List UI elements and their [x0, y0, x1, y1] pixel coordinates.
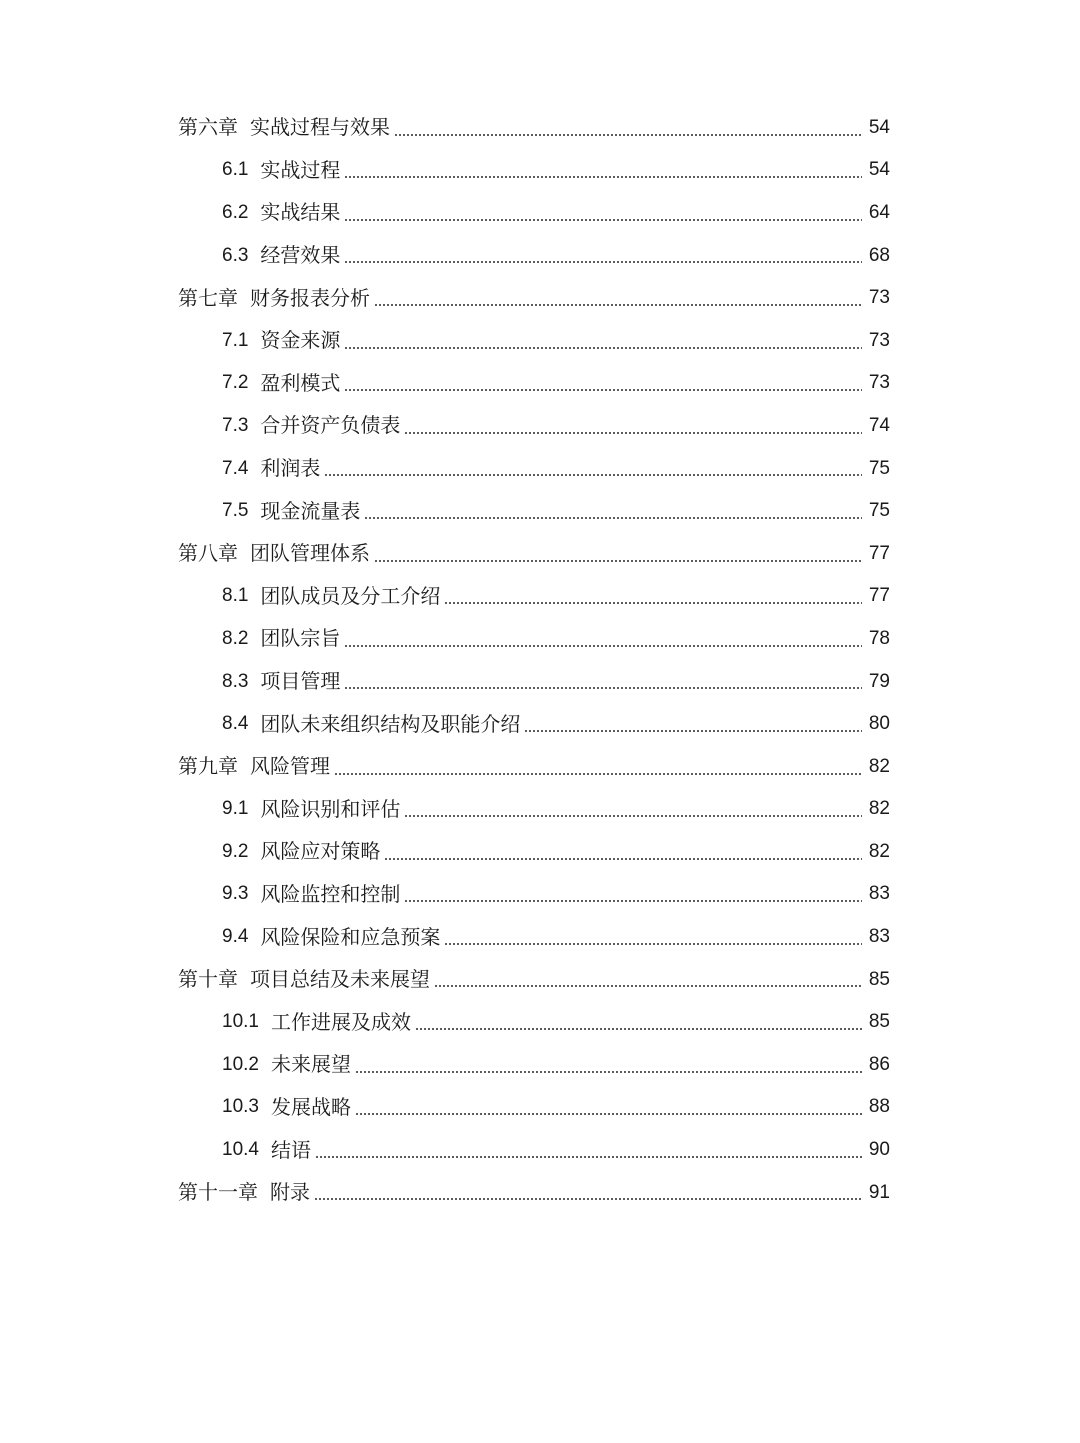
toc-entry-title: 实战过程: [260, 157, 341, 182]
toc-entry-title: 团队未来组织结构及职能介绍: [260, 711, 521, 736]
toc-dot-leader: [415, 1027, 862, 1031]
toc-dot-leader: [344, 346, 862, 350]
toc-page-number: 79: [868, 670, 890, 692]
toc-chapter-row[interactable]: [178, 958, 890, 1001]
toc-section-row[interactable]: [178, 702, 890, 745]
toc-dot-leader: [344, 218, 862, 222]
toc-entry-title: 风险监控和控制: [260, 881, 401, 906]
toc-section-row[interactable]: [178, 149, 890, 192]
toc-page-number: 64: [868, 201, 890, 223]
toc-section-row[interactable]: [178, 489, 890, 532]
toc-entry-number: 8.2: [222, 627, 249, 649]
toc-page-number: 74: [868, 414, 890, 436]
toc-section-row[interactable]: [178, 660, 890, 703]
toc-dot-leader: [434, 984, 862, 988]
toc-entry-title: 财务报表分析: [250, 285, 370, 310]
toc-page-number: 78: [868, 627, 890, 649]
toc-page-number: 83: [868, 926, 890, 948]
toc-page-number: 73: [868, 372, 890, 394]
toc-dot-leader: [364, 516, 862, 520]
toc-entry-title: 现金流量表: [260, 498, 361, 523]
toc-page-number: 82: [868, 755, 890, 777]
toc-page-number: 86: [868, 1053, 890, 1075]
toc-section-row[interactable]: [178, 617, 890, 660]
toc-entry-title: 实战结果: [260, 200, 341, 225]
toc-dot-leader: [404, 814, 862, 818]
toc-section-row[interactable]: [178, 1000, 890, 1043]
toc-entry-title: 项目管理: [260, 669, 341, 694]
toc-page-number: 75: [868, 500, 890, 522]
toc-page-number: 68: [868, 244, 890, 266]
toc-entry-number: 6.2: [222, 201, 249, 223]
toc-entry-title: 风险保险和应急预案: [260, 924, 441, 949]
toc-dot-leader: [384, 857, 862, 861]
toc-entry-title: 发展战略: [270, 1094, 351, 1119]
toc-chapter-row[interactable]: [178, 745, 890, 788]
toc-page-number: 73: [868, 287, 890, 309]
table-of-contents: [178, 106, 890, 1213]
toc-entry-title: 团队成员及分工介绍: [260, 583, 441, 608]
toc-entry-number: 10.1: [222, 1011, 259, 1033]
toc-dot-leader: [344, 388, 862, 392]
toc-entry-title: 经营效果: [260, 243, 341, 268]
toc-page-number: 85: [868, 1011, 890, 1033]
toc-entry-number: 第十章: [178, 967, 238, 992]
toc-dot-leader: [374, 303, 862, 307]
toc-section-row[interactable]: [178, 447, 890, 490]
toc-entry-number: 第十一章: [178, 1180, 258, 1205]
toc-entry-number: 9.2: [222, 840, 249, 862]
toc-entry-number: 第七章: [178, 285, 238, 310]
toc-dot-leader: [334, 772, 862, 776]
toc-dot-leader: [344, 260, 862, 264]
toc-entry-number: 10.4: [222, 1139, 259, 1161]
toc-page-number: 80: [868, 713, 890, 735]
toc-entry-number: 6.3: [222, 244, 249, 266]
toc-dot-leader: [394, 133, 862, 137]
toc-entry-title: 合并资产负债表: [260, 413, 401, 438]
toc-section-row[interactable]: [178, 1043, 890, 1086]
toc-section-row[interactable]: [178, 915, 890, 958]
toc-entry-number: 10.2: [222, 1053, 259, 1075]
toc-dot-leader: [324, 473, 862, 477]
toc-section-row[interactable]: [178, 1086, 890, 1129]
toc-entry-number: 7.1: [222, 329, 249, 351]
toc-entry-number: 9.3: [222, 883, 249, 905]
toc-entry-number: 第九章: [178, 754, 238, 779]
toc-entry-number: 8.1: [222, 585, 249, 607]
toc-entry-title: 利润表: [260, 456, 321, 481]
toc-entry-number: 第六章: [178, 115, 238, 140]
toc-entry-title: 盈利模式: [260, 370, 341, 395]
toc-dot-leader: [355, 1112, 862, 1116]
toc-chapter-row[interactable]: [178, 276, 890, 319]
toc-page-number: 85: [868, 968, 890, 990]
toc-section-row[interactable]: [178, 788, 890, 831]
toc-section-row[interactable]: [178, 873, 890, 916]
toc-section-row[interactable]: [178, 234, 890, 277]
toc-dot-leader: [444, 601, 862, 605]
toc-entry-number: 6.1: [222, 159, 249, 181]
toc-entry-title: 风险识别和评估: [260, 796, 401, 821]
toc-entry-number: 8.4: [222, 713, 249, 735]
toc-page-number: 54: [868, 116, 890, 138]
toc-dot-leader: [344, 644, 862, 648]
toc-page-number: 73: [868, 329, 890, 351]
toc-dot-leader: [444, 942, 862, 946]
toc-page-number: 75: [868, 457, 890, 479]
toc-page-number: 88: [868, 1096, 890, 1118]
toc-entry-number: 9.1: [222, 798, 249, 820]
toc-dot-leader: [344, 686, 862, 690]
toc-dot-leader: [315, 1155, 862, 1159]
toc-chapter-row[interactable]: [178, 532, 890, 575]
toc-dot-leader: [524, 729, 862, 733]
toc-chapter-row[interactable]: [178, 1171, 890, 1214]
toc-entry-title: 结语: [270, 1137, 311, 1162]
toc-entry-title: 工作进展及成效: [270, 1009, 411, 1034]
toc-section-row[interactable]: [178, 319, 890, 362]
toc-section-row[interactable]: [178, 575, 890, 618]
toc-entry-title: 附录: [270, 1180, 310, 1205]
toc-entry-number: 7.3: [222, 414, 249, 436]
toc-page-number: 91: [868, 1181, 890, 1203]
toc-entry-title: 团队宗旨: [260, 626, 341, 651]
toc-page-number: 82: [868, 798, 890, 820]
toc-page-number: 77: [868, 542, 890, 564]
toc-entry-number: 7.2: [222, 372, 249, 394]
toc-section-row[interactable]: [178, 362, 890, 405]
toc-entry-number: 8.3: [222, 670, 249, 692]
toc-entry-title: 团队管理体系: [250, 541, 370, 566]
toc-page-number: 90: [868, 1139, 890, 1161]
toc-section-row[interactable]: [178, 191, 890, 234]
toc-page-number: 77: [868, 585, 890, 607]
toc-dot-leader: [404, 431, 862, 435]
toc-entry-title: 资金来源: [260, 328, 341, 353]
toc-entry-title: 实战过程与效果: [250, 115, 390, 140]
toc-entry-number: 第八章: [178, 541, 238, 566]
toc-page-number: 82: [868, 840, 890, 862]
toc-entry-number: 10.3: [222, 1096, 259, 1118]
toc-section-row[interactable]: [178, 830, 890, 873]
toc-page-number: 83: [868, 883, 890, 905]
toc-dot-leader: [355, 1070, 862, 1074]
toc-entry-number: 7.4: [222, 457, 249, 479]
toc-entry-title: 项目总结及未来展望: [250, 967, 430, 992]
toc-chapter-row[interactable]: [178, 106, 890, 149]
toc-entry-title: 风险管理: [250, 754, 330, 779]
toc-dot-leader: [404, 899, 862, 903]
toc-entry-number: 9.4: [222, 926, 249, 948]
toc-section-row[interactable]: [178, 404, 890, 447]
toc-entry-number: 7.5: [222, 500, 249, 522]
toc-page-number: 54: [868, 159, 890, 181]
toc-dot-leader: [374, 559, 862, 563]
toc-entry-title: 未来展望: [270, 1052, 351, 1077]
toc-entry-title: 风险应对策略: [260, 839, 381, 864]
toc-dot-leader: [314, 1197, 862, 1201]
toc-dot-leader: [344, 175, 862, 179]
toc-section-row[interactable]: [178, 1128, 890, 1171]
